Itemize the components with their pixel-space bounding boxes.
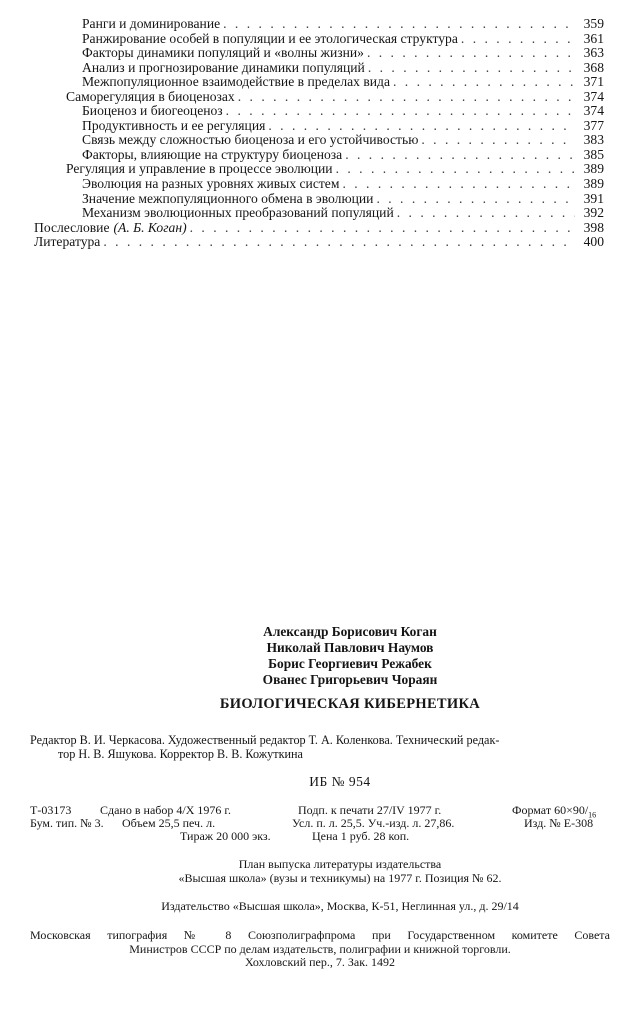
typeset-date: Сдано в набор 4/X 1976 г. bbox=[100, 803, 231, 817]
technical-data bbox=[30, 804, 610, 844]
editorial-staff bbox=[30, 734, 610, 761]
format-sub: 16 bbox=[588, 810, 597, 820]
toc-leader-dots bbox=[238, 90, 575, 105]
toc-entry-title: Литература bbox=[34, 234, 101, 250]
volume: Объем 25,5 печ. л. bbox=[122, 816, 216, 830]
toc-entry-title: Саморегуляция в биоценозах bbox=[66, 88, 235, 104]
toc-entry-page: 363 bbox=[583, 45, 604, 61]
toc-leader-dots bbox=[342, 177, 575, 192]
book-title: БИОЛОГИЧЕСКАЯ КИБЕРНЕТИКА bbox=[219, 696, 481, 712]
toc-entry-title: Связь между сложностью биоценоза и его устойчивостью bbox=[82, 132, 419, 148]
plan-line: «Высшая школа» (вузы и техникумы) на 1977 г. Позиция № 62. bbox=[178, 870, 502, 885]
toc-leader-dots bbox=[367, 46, 575, 61]
print-code: Т-03173 bbox=[30, 803, 72, 817]
toc-entry-title: Анализ и прогнозирование динамики популяций bbox=[82, 59, 365, 75]
toc-entry-title: Биоценоз и биогеоценоз bbox=[82, 103, 223, 119]
toc-entry-title: Эволюция на разных уровнях живых систем bbox=[82, 176, 340, 192]
author-list bbox=[90, 624, 610, 688]
toc-entry-page: 377 bbox=[583, 117, 604, 133]
author-name: Борис Георгиевич Режабек bbox=[268, 656, 432, 671]
toc-entry bbox=[34, 206, 604, 221]
toc-entry-page: 374 bbox=[583, 88, 604, 104]
toc-entry bbox=[34, 192, 604, 207]
author-name: Александр Борисович Коган bbox=[263, 624, 437, 639]
staff-line: тор Н. В. Яшукова. Корректор В. В. Кожуткина bbox=[58, 746, 303, 761]
toc-leader-dots bbox=[376, 192, 575, 207]
toc-entry bbox=[34, 46, 604, 61]
toc-entry-title: Продуктивность и ее регуляция bbox=[82, 117, 266, 133]
publisher-number: Изд. № Е-308 bbox=[524, 816, 594, 830]
toc-entry-page: 392 bbox=[583, 205, 604, 221]
toc-entry-page: 389 bbox=[583, 176, 604, 192]
toc-leader-dots bbox=[461, 32, 575, 47]
toc-leader-dots bbox=[368, 61, 575, 76]
toc-entry-title: Факторы, влияющие на структуру биоценоза bbox=[82, 146, 343, 162]
toc-entry bbox=[34, 148, 604, 163]
author-name: Ованес Григорьевич Чораян bbox=[262, 672, 438, 687]
printer-line: Московская типография № 8 Союзполиграфпрома при Государственном комитете Совета bbox=[30, 928, 610, 942]
publishing-plan bbox=[70, 858, 610, 885]
toc-entry-page: 391 bbox=[583, 190, 604, 206]
sheet-count: Усл. п. л. 25,5. Уч.-изд. л. 27,86. bbox=[292, 816, 455, 830]
sign-date: Подп. к печати 27/IV 1977 г. bbox=[298, 803, 442, 817]
plan-line: План выпуска литературы издательства bbox=[238, 857, 442, 871]
toc-entry-page: 361 bbox=[583, 30, 604, 46]
toc-entry-title: Ранжирование особей в популяции и ее этологическая структура bbox=[82, 30, 458, 46]
toc-leader-dots bbox=[103, 235, 575, 250]
toc-entry-title: Послесловие bbox=[34, 219, 110, 235]
toc-entry-page: 359 bbox=[583, 16, 604, 31]
print-run: Тираж 20 000 экз. bbox=[180, 829, 271, 843]
toc-entry-title: Факторы динамики популяций и «волны жизни» bbox=[82, 45, 364, 61]
toc-entry-page: 400 bbox=[583, 234, 604, 250]
printing-house bbox=[30, 929, 610, 970]
toc-leader-dots bbox=[345, 148, 575, 163]
toc-entry-page: 383 bbox=[583, 132, 604, 148]
toc-entry bbox=[34, 90, 604, 105]
staff-line: Редактор В. И. Черкасова. Художественный редактор Т. А. Коленкова. Технический редак- bbox=[30, 733, 500, 747]
paper-type: Бум. тип. № 3. bbox=[30, 816, 104, 830]
toc-entry bbox=[34, 61, 604, 76]
toc-entry bbox=[34, 221, 604, 236]
toc-leader-dots bbox=[397, 206, 575, 221]
table-of-contents bbox=[34, 17, 604, 250]
toc-entry-page: 374 bbox=[583, 103, 604, 119]
toc-leader-dots bbox=[421, 133, 575, 148]
toc-leader-dots bbox=[268, 119, 575, 134]
toc-entry-title: Регуляция и управление в процессе эволюции bbox=[66, 161, 333, 177]
toc-leader-dots bbox=[393, 75, 575, 90]
ib-number: ИБ № 954 bbox=[309, 774, 371, 789]
toc-entry bbox=[34, 104, 604, 119]
toc-leader-dots bbox=[190, 221, 575, 236]
toc-entry-title: Ранги и доминирование bbox=[82, 16, 221, 31]
toc-entry-author: (А. Б. Коган) bbox=[113, 219, 187, 235]
toc-entry bbox=[34, 32, 604, 47]
toc-entry bbox=[34, 75, 604, 90]
printer-line: Хохловский пер., 7. Зак. 1492 bbox=[244, 955, 396, 969]
toc-entry-page: 385 bbox=[583, 146, 604, 162]
toc-entry-page: 368 bbox=[583, 59, 604, 75]
toc-entry bbox=[34, 177, 604, 192]
toc-leader-dots bbox=[336, 162, 575, 177]
toc-entry-title: Значение межпопуляционного обмена в эволюции bbox=[82, 190, 374, 206]
toc-entry-title: Механизм эволюционных преобразований популяций bbox=[82, 205, 394, 221]
author-name: Николай Павлович Наумов bbox=[266, 640, 434, 655]
toc-entry bbox=[34, 162, 604, 177]
toc-entry bbox=[34, 17, 604, 32]
toc-entry bbox=[34, 119, 604, 134]
publisher-address: Издательство «Высшая школа», Москва, К-51, Неглинная ул., д. 29/14 bbox=[161, 899, 519, 913]
toc-leader-dots bbox=[226, 104, 575, 119]
toc-entry bbox=[34, 235, 604, 250]
toc-entry-page: 371 bbox=[583, 74, 604, 90]
colophon bbox=[30, 624, 610, 970]
toc-entry-page: 398 bbox=[583, 219, 604, 235]
toc-entry-page: 389 bbox=[583, 161, 604, 177]
toc-leader-dots bbox=[223, 17, 575, 32]
price: Цена 1 руб. 28 коп. bbox=[312, 829, 410, 843]
printer-line: Министров СССР по делам издательств, полиграфии и книжной торговли. bbox=[129, 941, 511, 956]
format-text: Формат 60×90/ bbox=[512, 803, 589, 817]
toc-entry-title: Межпопуляционное взаимодействие в пределах вида bbox=[82, 74, 390, 90]
toc-entry bbox=[34, 133, 604, 148]
